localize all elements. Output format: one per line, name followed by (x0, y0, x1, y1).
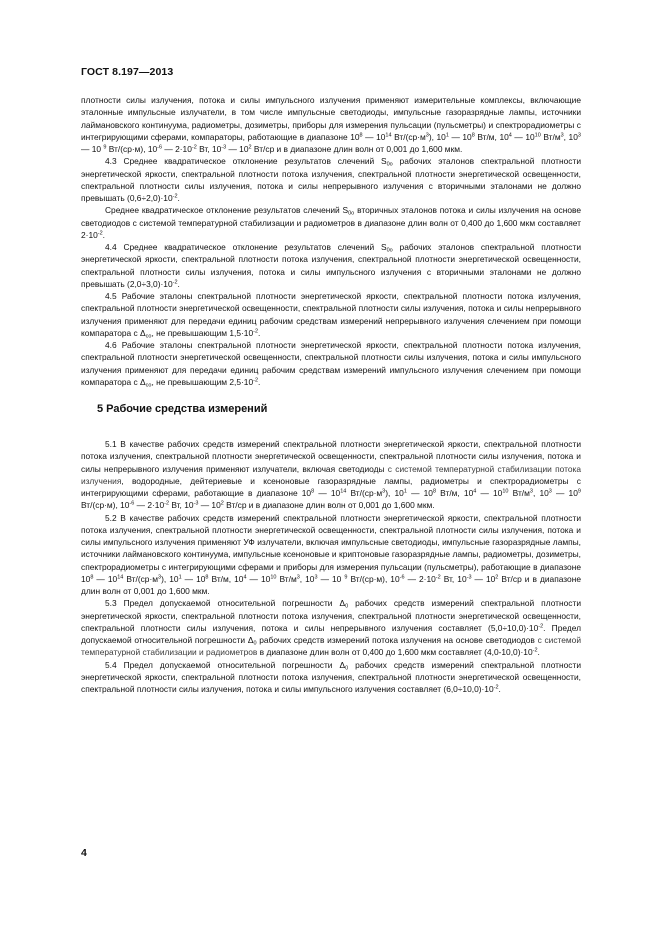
page-number: 4 (81, 847, 87, 859)
section-heading-5: 5 Рабочие средства измерений (97, 403, 268, 415)
document-body (81, 94, 581, 695)
paragraph-4-6: 4.6 Рабочие эталоны спектральной плотности энергетической яркости, спектральной плотности потока излучения, спектральной плотности энергетической освещенности, спектральной плотности силы излучения, потока и силы импульсного излучения применяют для передачи единиц рабочим средствам измерений импульсного излучения слечением при помощи компаратора с $\Delta_{co}$, не превышающим $2,5\cdot 10^{-2}$. (81, 340, 581, 389)
paragraph-continuation: плотности силы излучения, потока и силы импульсного излучения применяют измерительные комплексы, включающие эталонные импульсные излучатели, в том числе импульсные светодиоды, импульсные газоразрядные лампы, источники лаймановского континуума, радиометры, дозиметры, приборы для измерения пульсации (пульсметры) и спектрорадиометры с интегрирующими сферами, компараторы, работающие в диапазоне $10^8$ — $10^{14}$ $Вт/(ср\cdot м^3)$, $10^1$ — $10^8$ Вт/м, $10^4$ — $10^{10}$ $Вт/м^3$, $10^3$ — 10 $^9$ Вт/(ср·м), $10^{-6}$ — $2\cdot 10^{-2}$ Вт, $10^{-3}$ — $10^2$ Вт/ср и в диапазоне длин волн от 0,001 до 1,600 мкм. (81, 95, 581, 154)
document-header: ГОСТ 8.197—2013 (81, 66, 174, 78)
paragraph-5-3: 5.3 Предел допускаемой относительной погрешности $\Delta_0$ рабочих средств измерений спектральной плотности энергетической яркости, спектральной плотности потока излучения, спектральной плотности энергетической освещенности, спектральной плотности силы излучения, потока и силы непрерывного излучения составляет $(5,0\div 10,0)\cdot 10^{-2}$. Предел допускаемой относительной погрешности $\Delta_0$ рабочих средств измерений потока излучения на основе светодиодов с системой температурной стабилизации и радиометров в диапазоне длин волн от 0,400 до 1,600 мкм составляет $(4,0-10,0)\cdot 10^{-2}$. (81, 598, 582, 658)
paragraph-4-3: 4.3 Среднее квадратическое отклонение результатов слечений $S_{0o}$ рабочих эталонов спектральной плотности энергетической яркости, спектральной плотности потока излучения, спектральной плотности энергетической освещенности, спектральной плотности силы излучения, потока и силы непрерывного излучения с вторичными эталонами не должно превышать $(0,6\div 2,0)\cdot 10^{-2}$. (81, 156, 582, 203)
paragraph-4-3-secondary: Среднее квадратическое отклонение результатов слечений $S_{0o}$ вторичных эталонов потока и силы излучения на основе светодиодов с системой температурной стабилизации и радиометров в диапазоне длин волн от 0,400 до 1,600 мкм составляет $2\cdot 10^{-2}$. (81, 205, 581, 240)
paragraph-4-5: 4.5 Рабочие эталоны спектральной плотности энергетической яркости, спектральной плотности потока излучения, спектральной плотности энергетической освещенности, спектральной плотности силы излучения, потока и силы непрерывного излучения применяют для передачи единиц рабочим средствам измерений непрерывного излучения слечением при помощи компаратора с $\Delta_{co}$, не превышающим $1,5\cdot 10^{-2}$. (81, 291, 581, 340)
paragraph-5-2: 5.2 В качестве рабочих средств измерений спектральной плотности энергетической яркости, спектральной плотности потока излучения, спектральной плотности энергетической освещенности, спектральной плотности силы излучения, потока и силы импульсного излучения применяют УФ излучатели, включая импульсные светодиоды, импульсные газоразрядные лампы, источники лаймановского континуума, импульсные ксеноновые и криптоновые газоразрядные лампы, радиометры, дозиметры, спектрорадиометры с интегрирующими сферами и приборы для измерения пульсации (пульсметры), работающие в диапазоне $10^8$ — $10^{14}$ $Вт/(ср\cdot м^3)$, $10^1$ — $10^8$ Вт/м, $10^4$ — $10^{10}$ $Вт/м^3$, $10^3$ — 10 $^9$ Вт/(ср·м), $10^{-6}$ — $2\cdot 10^{-2}$ Вт, $10^{-3}$ — $10^2$ Вт/ср и в диапазоне длин волн от 0,001 до 1,600 мкм. (81, 512, 581, 596)
paragraph-5-4: 5.4 Предел допускаемой относительной погрешности $\Delta_0$ рабочих средств измерений спектральной плотности энергетической яркости, спектральной плотности потока излучения, спектральной плотности энергетической освещенности, спектральной плотности силы излучения, потока и силы импульсного излучения составляет $(6,0\div 10,0)\cdot 10^{-2}$. (81, 659, 581, 694)
paragraph-4-4: 4.4 Среднее квадратическое отклонение результатов слечений $S_{0o}$ рабочих эталонов спектральной плотности энергетической яркости, спектральной плотности потока излучения, спектральной плотности энергетической освещенности, спектральной плотности силы излучения, потока и силы импульсного излучения с вторичными эталонами не должно превышать $(2,0\div 3,0)\cdot 10^{-2}$. (81, 242, 582, 289)
paragraph-5-1: 5.1 В качестве рабочих средств измерений спектральной плотности энергетической яркости, спектральной плотности потока излучения, спектральной плотности энергетической освещенности, спектральной плотности силы излучения, потока и силы непрерывного излучения применяют излучатели, включая светодиоды с системой температурной стабилизации потока излучения, водородные, дейтериевые и ксеноновые газоразрядные лампы, радиометры и спектрорадиометры с интегрирующими сферами, работающие в диапазоне $10^8$ — $10^{14}$ $Вт/(ср\cdot м^3)$, $10^1$ — $10^8$ Вт/м, $10^4$ — $10^{10}$ $Вт/м^3$, $10^3$ — $10^9$ Вт/(ср·м), $10^{-6}$ — $2\cdot 10^{-2}$ Вт, $10^{-3}$ — $10^2$ Вт/ср и в диапазоне длин волн от 0,001 до 1,600 мкм. (81, 439, 582, 511)
